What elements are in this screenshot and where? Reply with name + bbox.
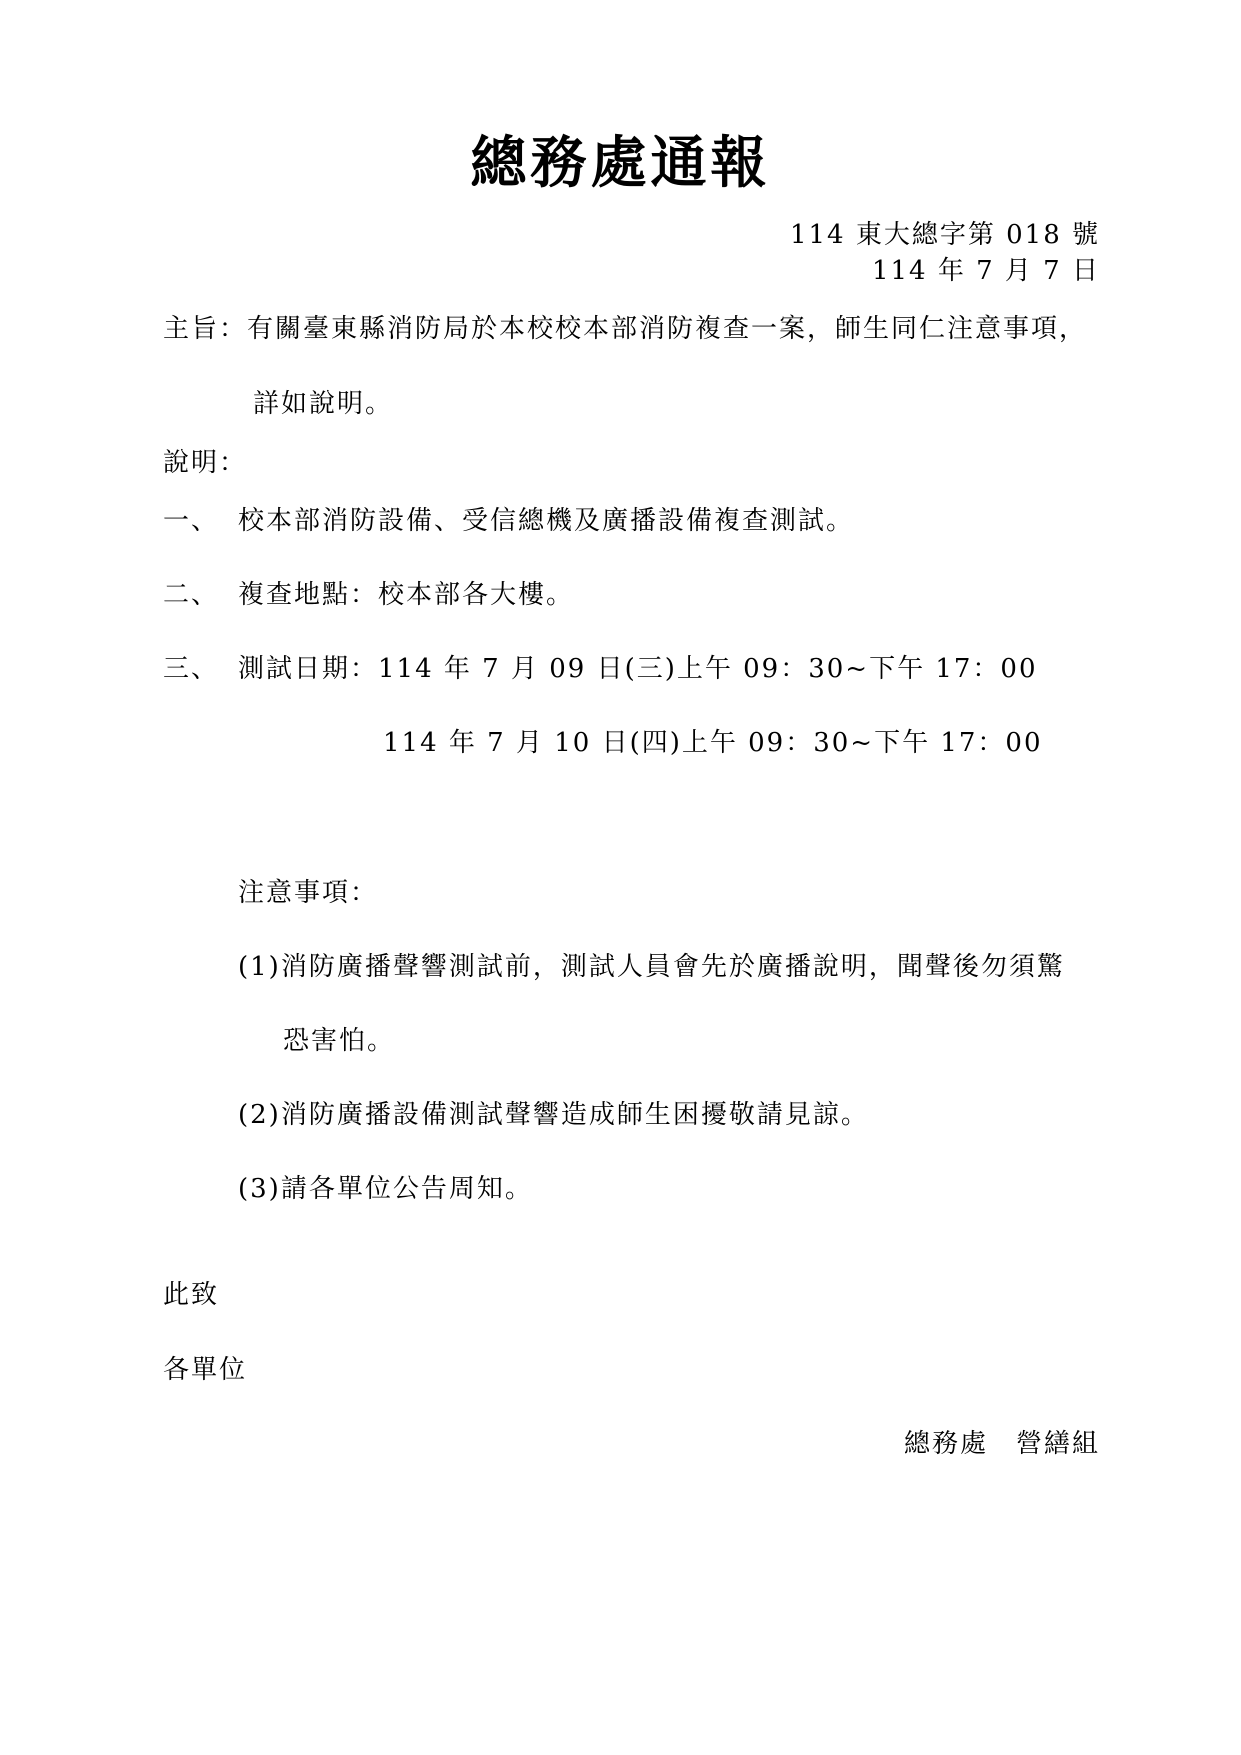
item-text-3: 測試日期：114 年 7 月 09 日(三)上午 09：30~下午 17：00 [238,654,1038,684]
signature: 總務處 營繕組 [903,1429,1100,1459]
item-number-1: 一、 [163,506,220,536]
note-2: (2)消防廣播設備測試聲響造成師生困擾敬請見諒。 [238,1100,869,1130]
notes-label: 注意事項： [238,878,379,908]
document-number: 114 東大總字第 018 號 [789,220,1100,250]
item-text-2: 複查地點：校本部各大樓。 [238,580,575,610]
item-text-1: 校本部消防設備、受信總機及廣播設備複查測試。 [238,506,855,536]
subject-line-1: 主旨：有關臺東縣消防局於本校校本部消防複查一案，師生同仁注意事項， [163,314,1088,344]
note-1-line-2: 恐害怕。 [283,1026,396,1056]
salutation: 此致 [163,1280,220,1310]
subject-line-2: 詳如說明。 [253,389,394,419]
explanation-label: 說明： [163,448,248,478]
note-3: (3)請各單位公告周知。 [238,1174,533,1204]
test-date-line-2: 114 年 7 月 10 日(四)上午 09：30~下午 17：00 [383,728,1043,758]
item-number-3: 三、 [163,654,220,684]
document-title: 總務處通報 [470,130,771,196]
document-date: 114 年 7 月 7 日 [871,256,1100,286]
note-1-line-1: (1)消防廣播聲響測試前，測試人員會先於廣播說明，聞聲後勿須驚 [238,952,1065,982]
item-number-2: 二、 [163,580,220,610]
recipient: 各單位 [163,1355,248,1385]
